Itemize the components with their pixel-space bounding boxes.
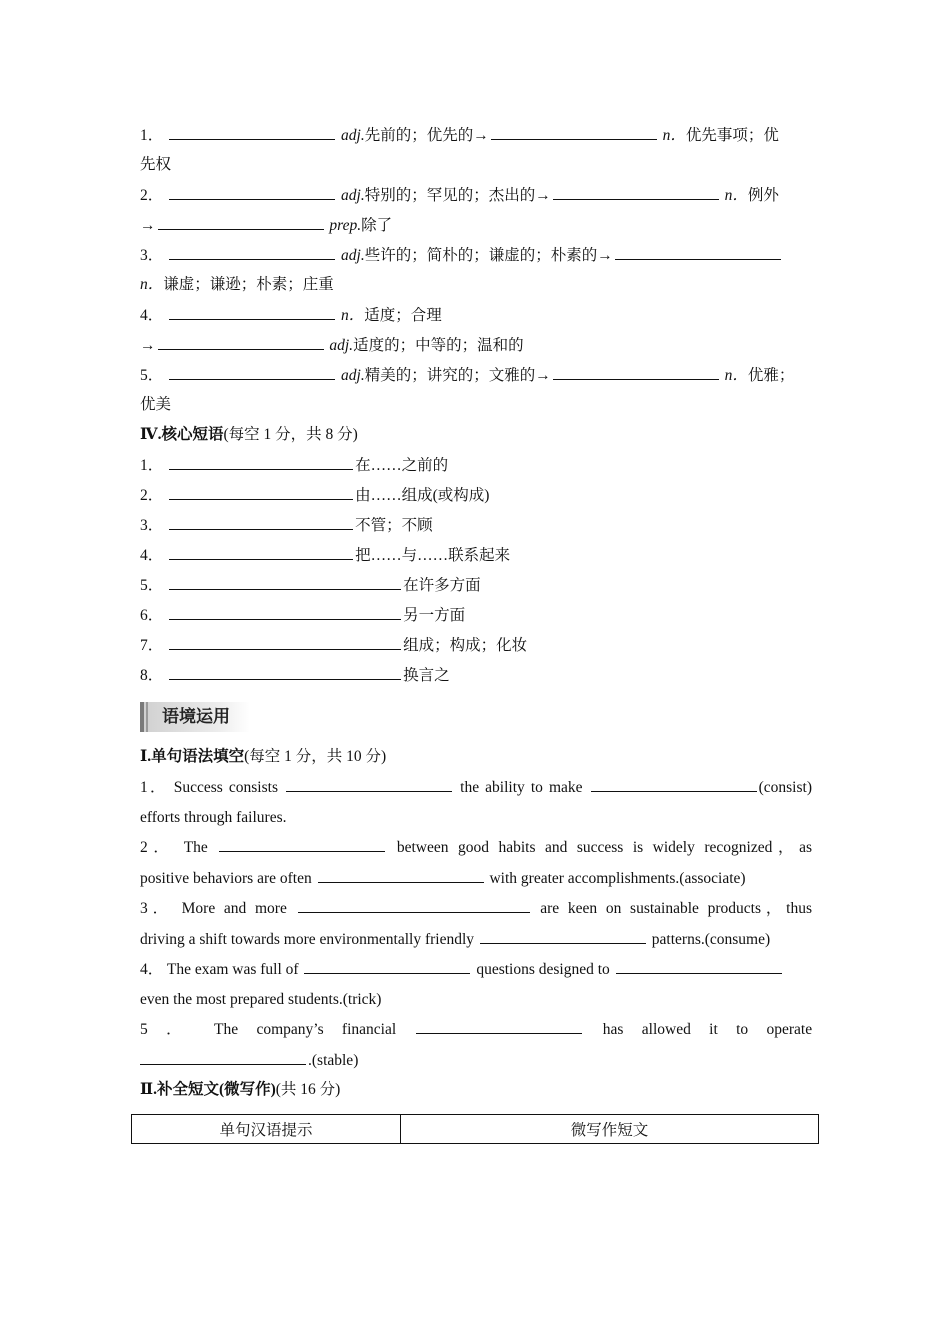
question-text: it xyxy=(709,1021,718,1038)
answer-blank[interactable] xyxy=(298,893,530,913)
item-number: 6． xyxy=(140,607,164,624)
answer-blank[interactable] xyxy=(158,330,324,350)
answer-blank[interactable] xyxy=(553,360,719,380)
item-number: 1． xyxy=(140,127,164,144)
section-heading: Ⅰ.单句语法填空 xyxy=(140,748,245,765)
vocab-item-3 xyxy=(140,240,812,270)
phrases-heading xyxy=(140,420,812,450)
definition: 先前的；优先的 xyxy=(364,127,474,144)
score-note: (每空 1 分，共 8 分) xyxy=(223,426,358,443)
definition: 先权 xyxy=(140,156,172,173)
part-of-speech: adj. xyxy=(329,337,354,354)
answer-blank[interactable] xyxy=(480,924,646,944)
grammar-question-2-cont xyxy=(140,863,812,894)
question-text: More and more xyxy=(181,900,287,917)
phrase-item-4 xyxy=(140,540,812,570)
grammar-question-4 xyxy=(140,954,812,985)
answer-blank[interactable] xyxy=(169,180,335,200)
answer-blank[interactable] xyxy=(169,300,335,320)
vocab-item-2 xyxy=(140,180,812,210)
answer-blank[interactable] xyxy=(169,360,335,380)
answer-blank[interactable] xyxy=(169,540,353,560)
answer-blank[interactable] xyxy=(286,772,452,792)
answer-blank[interactable] xyxy=(169,450,353,470)
definition: 适度的；中等的；温和的 xyxy=(353,337,524,354)
item-number: 2． xyxy=(140,839,175,856)
writing-heading xyxy=(140,1075,812,1105)
item-number: 3． xyxy=(140,517,164,534)
part-of-speech: adj. xyxy=(341,127,365,144)
definition: 精美的；讲究的；文雅的 xyxy=(364,367,536,384)
vocab-item-4-cont xyxy=(140,330,812,360)
answer-blank[interactable] xyxy=(318,863,484,883)
item-number: 2． xyxy=(140,487,164,504)
vocab-item-4 xyxy=(140,300,812,330)
answer-blank[interactable] xyxy=(304,954,470,974)
item-number: 7． xyxy=(140,637,164,654)
question-text: allowed xyxy=(641,1021,691,1038)
phrase-item-6 xyxy=(140,600,812,630)
arrow-icon: → xyxy=(535,367,551,384)
phrase-item-7 xyxy=(140,630,812,660)
answer-blank[interactable] xyxy=(169,660,401,680)
question-hint: (consist) xyxy=(758,779,812,796)
question-text: operate xyxy=(766,1021,813,1038)
arrow-icon: → xyxy=(473,127,489,144)
arrow-icon: → xyxy=(140,337,156,354)
vocab-item-5 xyxy=(140,360,812,390)
item-number: 5 xyxy=(140,1021,148,1038)
part-of-speech: adj. xyxy=(341,247,365,264)
question-text: between good habits and success is widely recognized，as xyxy=(396,839,812,856)
part-of-speech: n． xyxy=(724,187,748,204)
part-of-speech: n． xyxy=(140,276,164,293)
phrase-meaning: 在……之前的 xyxy=(355,457,449,474)
answer-blank[interactable] xyxy=(169,510,353,530)
grammar-question-5 xyxy=(140,1014,812,1045)
phrase-meaning: 在许多方面 xyxy=(403,577,481,594)
definition: 优雅； xyxy=(747,367,795,384)
part-of-speech: n． xyxy=(341,307,365,324)
arrow-icon: → xyxy=(535,187,551,204)
definition: 些许的；简朴的；谦虚的；朴素的 xyxy=(364,247,598,264)
answer-blank[interactable] xyxy=(169,570,401,590)
answer-blank[interactable] xyxy=(491,120,657,140)
question-text: The exam was full of xyxy=(166,961,299,978)
item-number: 4． xyxy=(140,307,164,324)
item-number: 4． xyxy=(140,961,164,978)
answer-blank[interactable] xyxy=(219,832,385,852)
definition: 除了 xyxy=(361,217,393,234)
definition: 谦虚；谦逊；朴素；庄重 xyxy=(163,276,334,293)
answer-blank[interactable] xyxy=(169,630,401,650)
table-header-cell: 单句汉语提示 xyxy=(132,1115,401,1144)
item-number: 1． xyxy=(140,457,164,474)
grammar-question-2 xyxy=(140,832,812,863)
question-text: driving a shift towards more environmentally friendly xyxy=(140,930,475,948)
phrase-item-3 xyxy=(140,510,812,540)
arrow-icon: → xyxy=(597,247,613,264)
question-text: efforts through failures. xyxy=(140,808,287,826)
item-number: 2． xyxy=(140,187,164,204)
answer-blank[interactable] xyxy=(169,120,335,140)
question-text: the ability to make xyxy=(460,779,583,796)
phrase-meaning: 把……与……联系起来 xyxy=(355,547,511,564)
item-number: 1． xyxy=(140,779,168,796)
part-of-speech: prep. xyxy=(329,217,362,234)
item-number: 5． xyxy=(140,577,164,594)
score-note: (共 16 分) xyxy=(275,1081,341,1098)
answer-blank[interactable] xyxy=(616,954,782,974)
item-number: 8． xyxy=(140,667,164,684)
vocab-item-1-cont xyxy=(140,150,812,180)
grammar-question-3-cont xyxy=(140,924,812,955)
item-number: 3． xyxy=(140,900,173,917)
question-text: to xyxy=(736,1021,749,1038)
question-text: has xyxy=(602,1021,624,1038)
table-header-row xyxy=(132,1115,819,1144)
phrase-item-1 xyxy=(140,450,812,480)
phrase-meaning: 由……组成(或构成) xyxy=(355,487,490,504)
item-number: ． xyxy=(166,1021,196,1038)
phrase-meaning: 不管；不顾 xyxy=(355,517,433,534)
worksheet-page xyxy=(140,120,812,1105)
question-text: positive behaviors are often xyxy=(140,869,312,887)
section-banner xyxy=(140,702,250,732)
score-note: (每空 1 分，共 10 分) xyxy=(244,748,387,765)
section-heading: Ⅱ.补全短文(微写作) xyxy=(140,1081,276,1098)
definition: 特别的；罕见的；杰出的 xyxy=(364,187,536,204)
part-of-speech: adj. xyxy=(341,367,365,384)
item-number: 4． xyxy=(140,547,164,564)
answer-blank[interactable] xyxy=(615,240,781,260)
question-hint: with greater accomplishments.(associate) xyxy=(489,869,746,887)
definition: 优美 xyxy=(140,396,172,413)
question-text: company’s xyxy=(256,1021,324,1038)
phrase-meaning: 组成；构成；化妆 xyxy=(403,637,528,654)
vocab-item-5-cont xyxy=(140,390,812,420)
question-hint: even the most prepared students.(trick) xyxy=(140,990,382,1008)
grammar-question-1-cont xyxy=(140,803,812,833)
banner-bar-icon xyxy=(140,702,144,732)
part-of-speech: n． xyxy=(724,367,748,384)
phrase-item-8 xyxy=(140,660,812,690)
question-text: questions designed to xyxy=(476,961,610,978)
table-header-cell: 微写作短文 xyxy=(401,1115,819,1144)
item-number: 5． xyxy=(140,367,164,384)
definition: 优先事项；优 xyxy=(685,127,779,144)
banner-bar-icon xyxy=(146,702,148,732)
phrase-meaning: 另一方面 xyxy=(403,607,466,624)
vocab-item-1 xyxy=(140,120,812,150)
answer-blank[interactable] xyxy=(591,772,757,792)
question-hint: patterns.(consume) xyxy=(651,930,771,948)
question-text: The xyxy=(214,1021,239,1038)
grammar-question-3 xyxy=(140,893,812,924)
section-heading: Ⅳ.核心短语 xyxy=(140,426,224,443)
section-banner-title: 语境运用 xyxy=(162,707,230,727)
part-of-speech: adj. xyxy=(341,187,365,204)
phrase-item-2 xyxy=(140,480,812,510)
definition: 例外 xyxy=(747,187,779,204)
phrase-item-5 xyxy=(140,570,812,600)
question-hint: .(stable) xyxy=(308,1051,359,1069)
definition: 适度；合理 xyxy=(364,307,442,324)
question-text: financial xyxy=(341,1021,397,1038)
answer-blank[interactable] xyxy=(169,600,401,620)
grammar-question-5-cont xyxy=(140,1045,812,1076)
vocab-item-3-cont xyxy=(140,270,812,300)
answer-blank[interactable] xyxy=(169,480,353,500)
answer-blank[interactable] xyxy=(140,1045,306,1065)
vocab-item-2-cont xyxy=(140,210,812,240)
answer-blank[interactable] xyxy=(416,1014,582,1034)
grammar-question-4-cont xyxy=(140,985,812,1015)
question-text: The xyxy=(183,839,208,856)
question-text: are keen on sustainable products，thus xyxy=(540,900,812,917)
answer-blank[interactable] xyxy=(553,180,719,200)
answer-blank[interactable] xyxy=(169,240,335,260)
part-of-speech: n． xyxy=(662,127,686,144)
writing-table xyxy=(131,1114,819,1144)
arrow-icon: → xyxy=(140,217,156,234)
item-number: 3． xyxy=(140,247,164,264)
answer-blank[interactable] xyxy=(158,210,324,230)
phrase-meaning: 换言之 xyxy=(403,667,450,684)
grammar-question-1 xyxy=(140,772,812,803)
grammar-heading xyxy=(140,742,812,772)
question-text: Success consists xyxy=(173,779,278,796)
